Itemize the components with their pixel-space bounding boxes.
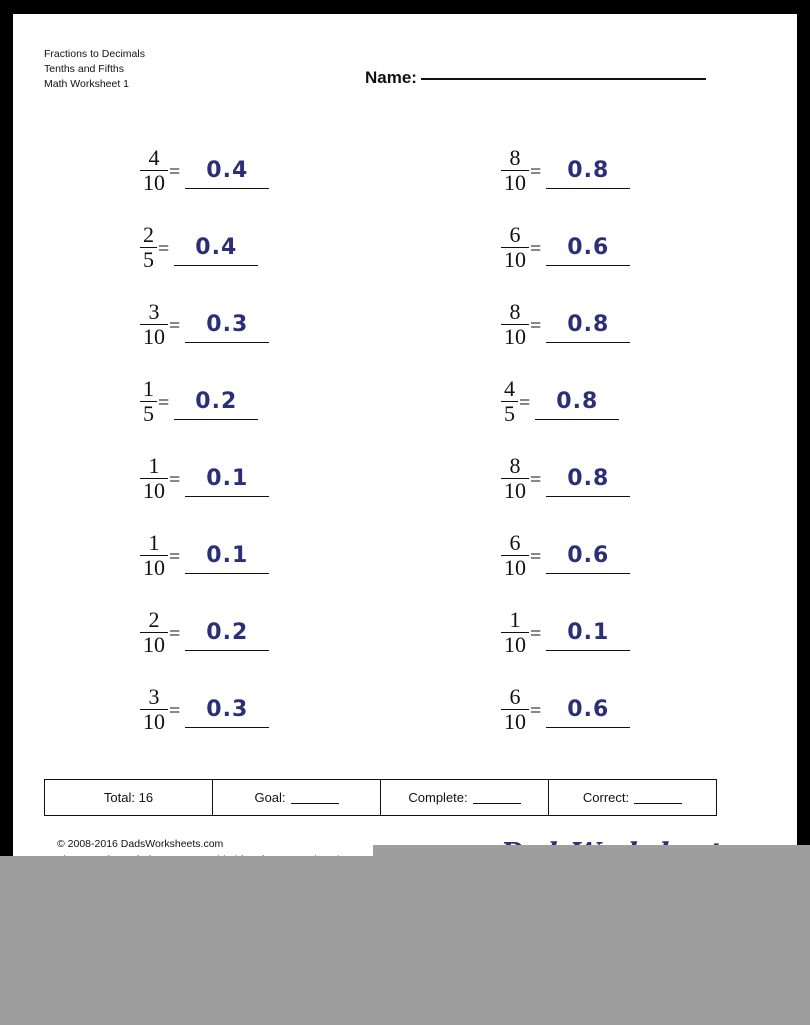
denominator: 10 (501, 709, 529, 733)
denominator: 10 (140, 478, 168, 502)
score-correct-label: Correct: (582, 790, 630, 805)
equals-sign: = (530, 161, 542, 183)
equals-sign: = (530, 623, 542, 645)
problem-1 (13, 132, 373, 209)
equals-sign: = (530, 469, 542, 491)
answer-blank[interactable]: 0.1 (185, 466, 269, 497)
fraction (501, 683, 529, 734)
problem-14 (373, 517, 733, 594)
numerator: 3 (148, 298, 160, 324)
answer-blank[interactable]: 0.2 (185, 620, 269, 651)
fraction (140, 683, 168, 734)
score-correct-blank[interactable] (634, 792, 682, 804)
answer-blank[interactable]: 0.8 (546, 312, 630, 343)
numerator: 1 (143, 375, 154, 401)
equals-sign: = (530, 315, 542, 337)
problem-3 (13, 286, 373, 363)
numerator: 8 (509, 298, 521, 324)
answer-blank[interactable]: 0.2 (174, 389, 258, 420)
fraction (140, 452, 168, 503)
problem-row (13, 209, 797, 286)
problem-8 (13, 671, 373, 748)
denominator: 10 (140, 170, 168, 194)
answer-blank[interactable]: 0.4 (185, 158, 269, 189)
denominator: 10 (501, 247, 529, 271)
denominator: 10 (140, 555, 168, 579)
denominator: 5 (140, 401, 157, 425)
equals-sign: = (530, 238, 542, 260)
equals-sign: = (169, 700, 181, 722)
fraction (501, 221, 529, 272)
screenshot-overlay (0, 856, 810, 1025)
fraction (501, 606, 529, 657)
fraction (140, 606, 168, 657)
problem-7 (13, 594, 373, 671)
fraction (140, 375, 157, 426)
equals-sign: = (169, 315, 181, 337)
problem-10 (373, 209, 733, 286)
denominator: 5 (140, 247, 157, 271)
answer-blank[interactable]: 0.4 (174, 235, 258, 266)
score-complete[interactable] (381, 780, 549, 815)
answer-blank[interactable]: 0.8 (546, 466, 630, 497)
score-goal-label: Goal: (254, 790, 286, 805)
problem-15 (373, 594, 733, 671)
denominator: 10 (140, 632, 168, 656)
numerator: 1 (509, 606, 521, 632)
denominator: 10 (140, 709, 168, 733)
name-field[interactable] (365, 64, 706, 88)
score-complete-label: Complete: (408, 790, 468, 805)
answer-blank[interactable]: 0.1 (185, 543, 269, 574)
problem-16 (373, 671, 733, 748)
denominator: 10 (140, 324, 168, 348)
score-total-label: Total: 16 (103, 790, 154, 805)
denominator: 5 (501, 401, 518, 425)
problem-grid (13, 132, 797, 748)
score-box (44, 779, 717, 816)
worksheet-subtitle: Tenths and Fifths (44, 63, 124, 75)
equals-sign: = (169, 469, 181, 491)
denominator: 10 (501, 324, 529, 348)
numerator: 2 (143, 221, 154, 247)
equals-sign: = (169, 623, 181, 645)
fraction (501, 144, 529, 195)
score-goal[interactable] (213, 780, 381, 815)
worksheet-title: Fractions to Decimals (44, 48, 145, 60)
problem-5 (13, 440, 373, 517)
score-goal-blank[interactable] (291, 792, 339, 804)
numerator: 6 (509, 221, 521, 247)
equals-sign: = (169, 546, 181, 568)
denominator: 10 (501, 632, 529, 656)
numerator: 3 (148, 683, 160, 709)
worksheet-number: Math Worksheet 1 (44, 78, 130, 90)
answer-blank[interactable]: 0.8 (546, 158, 630, 189)
problem-12 (373, 363, 733, 440)
answer-blank[interactable]: 0.3 (185, 697, 269, 728)
numerator: 4 (148, 144, 160, 170)
problem-row (13, 132, 797, 209)
denominator: 10 (501, 478, 529, 502)
problem-6 (13, 517, 373, 594)
equals-sign: = (530, 700, 542, 722)
problem-row (13, 517, 797, 594)
problem-11 (373, 286, 733, 363)
numerator: 6 (509, 683, 521, 709)
numerator: 2 (148, 606, 160, 632)
problem-13 (373, 440, 733, 517)
numerator: 1 (148, 529, 160, 555)
score-total (45, 780, 213, 815)
fraction (140, 298, 168, 349)
equals-sign: = (519, 392, 531, 414)
numerator: 8 (509, 452, 521, 478)
fraction (140, 221, 157, 272)
problem-row (13, 363, 797, 440)
problem-row (13, 286, 797, 363)
problem-row (13, 671, 797, 748)
numerator: 8 (509, 144, 521, 170)
answer-blank[interactable]: 0.6 (546, 697, 630, 728)
numerator: 4 (504, 375, 515, 401)
equals-sign: = (158, 392, 170, 414)
equals-sign: = (530, 546, 542, 568)
answer-blank[interactable]: 0.1 (546, 620, 630, 651)
name-input-blank[interactable] (421, 64, 706, 80)
problem-2 (13, 209, 373, 286)
problem-row (13, 440, 797, 517)
score-correct[interactable] (549, 780, 716, 815)
numerator: 1 (148, 452, 160, 478)
fraction (501, 298, 529, 349)
problem-4 (13, 363, 373, 440)
answer-blank[interactable]: 0.8 (535, 389, 619, 420)
worksheet-title-block (44, 47, 145, 92)
fraction (501, 375, 518, 426)
equals-sign: = (158, 238, 170, 260)
fraction (140, 529, 168, 580)
answer-blank[interactable]: 0.6 (546, 235, 630, 266)
denominator: 10 (501, 555, 529, 579)
numerator: 6 (509, 529, 521, 555)
copyright-line: © 2008-2016 DadsWorksheets.com (57, 838, 224, 850)
answer-blank[interactable]: 0.6 (546, 543, 630, 574)
fraction (140, 144, 168, 195)
equals-sign: = (169, 161, 181, 183)
denominator: 10 (501, 170, 529, 194)
score-complete-blank[interactable] (473, 792, 521, 804)
problem-row (13, 594, 797, 671)
problem-9 (373, 132, 733, 209)
name-label: Name: (365, 68, 417, 87)
fraction (501, 529, 529, 580)
answer-blank[interactable]: 0.3 (185, 312, 269, 343)
fraction (501, 452, 529, 503)
